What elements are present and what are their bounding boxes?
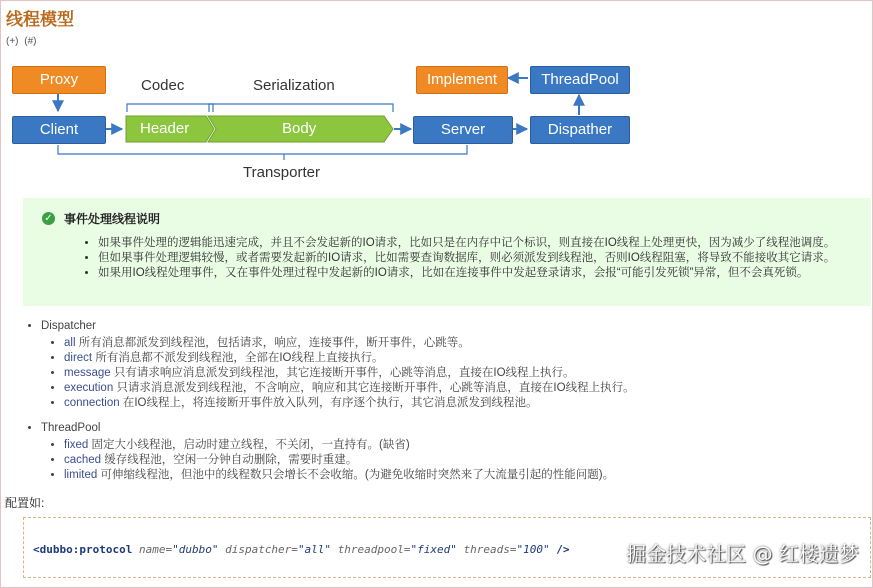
body-box: Body [282, 120, 317, 137]
list-item: • connection 在IO线程上，将连接断开事件放入队列，有序逐个执行，其它消息派发到线程池。 [64, 396, 635, 411]
client-box: Client [12, 116, 106, 144]
list-item: • message 只有请求响应消息派发到线程池，其它连接断开事件，心跳等消息，直接在IO线程上执行。 [64, 366, 635, 381]
permalink-link[interactable]: (#) [24, 36, 37, 47]
proxy-box: Proxy [12, 66, 106, 94]
dispatcher-section [27, 319, 635, 411]
list-item: • fixed 固定大小线程池，启动时建立线程，不关闭，一直持有。(缺省) [64, 438, 614, 453]
header-box: Header [140, 120, 190, 137]
tip-list [84, 236, 835, 281]
page-title: 线程模型 [6, 10, 74, 29]
expand-link[interactable]: (+) [6, 36, 19, 47]
transporter-label: Transporter [243, 164, 320, 181]
dispatcher-box: Dispather [530, 116, 630, 144]
code-line: <dubbo:protocol name="dubbo" dispatcher="all" threadpool="fixed" threads="100" /> [33, 543, 570, 556]
list-item: • cached 缓存线程池，空闲一分钟自动删除，需要时重建。 [64, 453, 614, 468]
threadpool-section [27, 421, 614, 483]
tip-item: • 如果用IO线程处理事件，又在事件处理过程中发起新的IO请求，比如在连接事件中发起登录请求，会报“可能引发死锁”异常，但不会真死锁。 [98, 266, 835, 281]
list-item: • direct 所有消息都不派发到线程池，全部在IO线程上直接执行。 [64, 351, 635, 366]
serialization-label: Serialization [253, 77, 335, 94]
tip-item: • 如果事件处理的逻辑能迅速完成，并且不会发起新的IO请求，比如只是在内存中记个标识，则直接在IO线程上处理更快，因为减少了线程池调度。 [98, 236, 835, 251]
config-label: 配置如: [5, 496, 45, 510]
check-circle-icon: ✓ [42, 212, 55, 225]
server-box: Server [413, 116, 513, 144]
list-item: • all 所有消息都派发到线程池，包括请求，响应，连接事件，断开事件，心跳等。 [64, 336, 635, 351]
list-item: • execution 只请求消息派发到线程池，不含响应，响应和其它连接断开事件，心跳等消息，直接在IO线程上执行。 [64, 381, 635, 396]
codec-label: Codec [141, 77, 185, 94]
list-item: • limited 可伸缩线程池，但池中的线程数只会增长不会收缩。(为避免收缩时突然来了大流量引起的性能问题)。 [64, 468, 614, 483]
dispatcher-heading: Dispatcher [41, 320, 96, 332]
threadpool-box: ThreadPool [530, 66, 630, 94]
threadpool-heading: ThreadPool [41, 422, 101, 434]
tip-title: 事件处理线程说明 [64, 212, 161, 226]
tip-item: • 但如果事件处理逻辑较慢，或者需要发起新的IO请求，比如需要查询数据库，则必须派发到线程池，否则IO线程阻塞，将导致不能接收其它请求。 [98, 251, 835, 266]
diagram-connectors [0, 0, 873, 200]
watermark: 掘金技术社区 @ 红楼遗梦 [626, 542, 859, 566]
implement-box: Implement [416, 66, 508, 94]
